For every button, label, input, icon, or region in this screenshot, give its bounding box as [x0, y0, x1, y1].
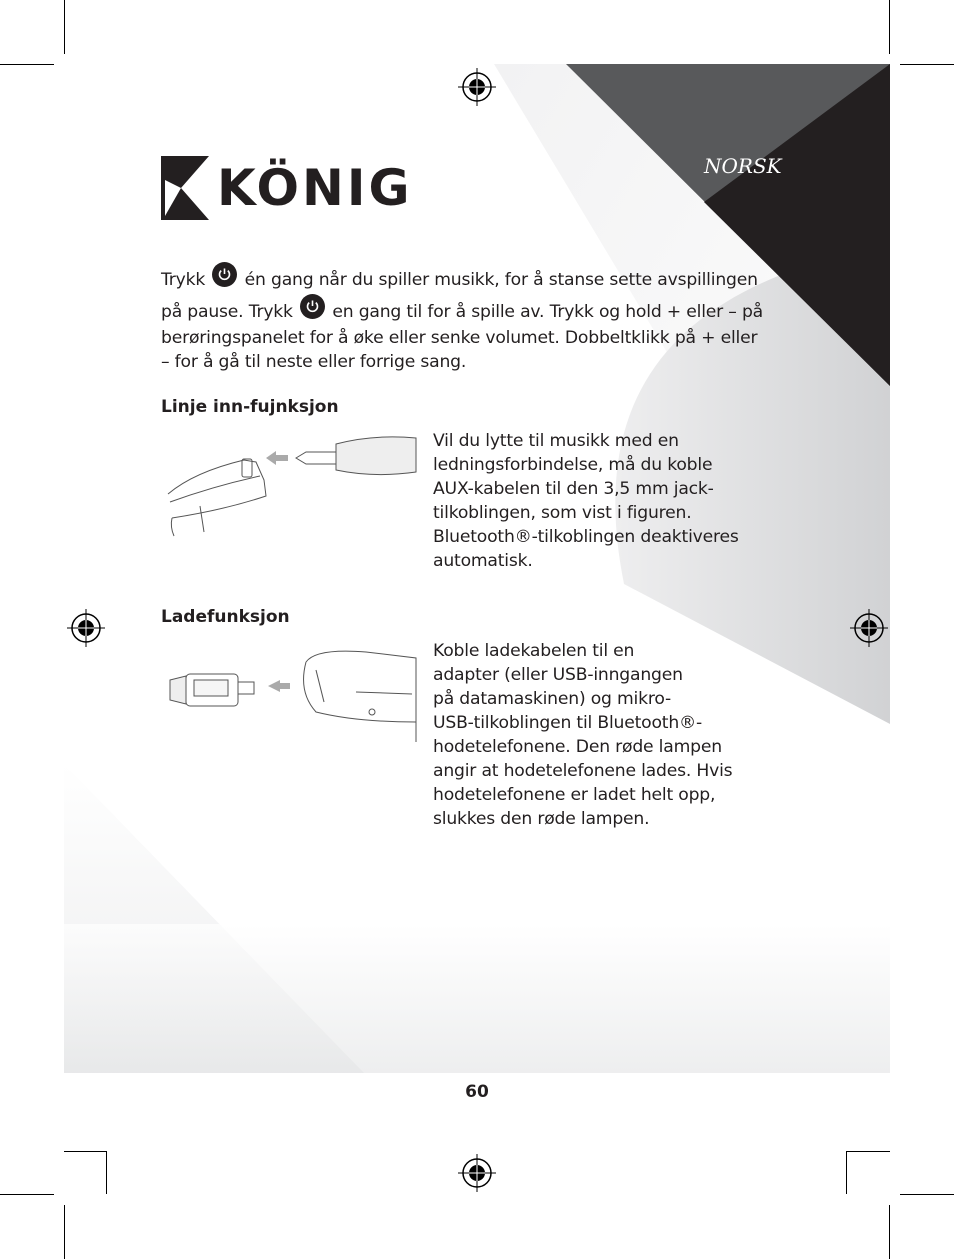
- logo-k-mark-icon: [161, 156, 209, 220]
- crop-mark: [106, 1151, 107, 1194]
- intro-line-4: – for å gå til neste eller forrige sang.: [161, 352, 467, 372]
- section-title-line-in: Linje inn-fujnksjon: [161, 397, 339, 417]
- intro-line-2: på pause. Trykk en gang til for å spille av. Trykk og hold + eller – på: [161, 294, 761, 326]
- crop-mark: [846, 1151, 847, 1194]
- intro-line-3: berøringspanelet for å øke eller senke volumet. Dobbeltklikk på + eller: [161, 328, 758, 348]
- crop-mark: [846, 1151, 890, 1152]
- language-label: NORSK: [704, 154, 782, 178]
- section-body-charging: Koble ladekabelen til en adapter (eller USB-inngangen på datamaskinen) og mikro- USB-tilkoblingen til Bluetooth®- hodetelefonene. Den røde lampen angir at hodetelefonene lades. Hvis hodetelefonene er ladet helt opp, slukkes den røde lampen.: [433, 641, 733, 829]
- aux-jack-illustration: [164, 432, 420, 538]
- power-icon: [212, 262, 237, 287]
- registration-mark-icon: [458, 1154, 496, 1192]
- crop-mark: [889, 0, 890, 54]
- registration-mark-icon: [458, 68, 496, 106]
- crop-mark: [889, 1205, 890, 1259]
- crop-mark: [64, 1205, 65, 1259]
- power-icon: [300, 294, 325, 319]
- crop-mark: [900, 1194, 954, 1195]
- crop-mark: [0, 64, 54, 65]
- usb-cable-illustration: [166, 642, 422, 748]
- crop-mark: [0, 1194, 54, 1195]
- page-number: 60: [465, 1082, 489, 1102]
- section-title-charging: Ladefunksjon: [161, 607, 290, 627]
- brand-name: KÖNIG: [217, 159, 413, 217]
- registration-mark-icon: [850, 609, 888, 647]
- brand-logo: [161, 156, 411, 220]
- intro-line-1: Trykk én gang når du spiller musikk, for å stanse sette avspillingen: [161, 262, 761, 294]
- crop-mark: [64, 0, 65, 54]
- crop-mark: [64, 1151, 106, 1152]
- crop-mark: [900, 64, 954, 65]
- section-body-line-in: Vil du lytte til musikk med en ledningsforbindelse, må du koble AUX-kabelen til den 3,5 mm jack- tilkoblingen, som vist i figuren. Bluetooth®-tilkoblingen deaktiveres automatisk.: [433, 431, 739, 571]
- intro-paragraph: [161, 262, 761, 374]
- registration-mark-icon: [67, 609, 105, 647]
